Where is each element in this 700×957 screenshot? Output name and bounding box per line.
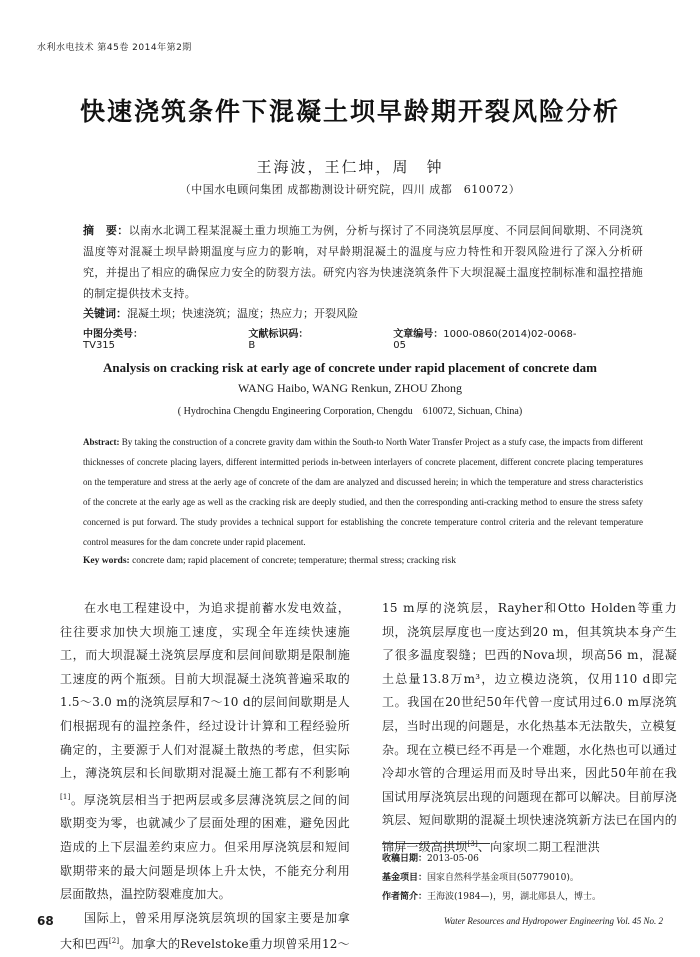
footnote-divider (382, 843, 490, 844)
footnotes (382, 850, 677, 907)
chinese-keywords-text: 混凝土坝；快速浇筑；温度；热应力；开裂风险 (127, 307, 358, 320)
english-affiliation: ( Hydrochina Chengdu Engineering Corporation, Chengdu 610072, Sichuan, China) (177, 406, 523, 417)
english-title: Analysis on cracking risk at early age of concrete under rapid placement of concrete dam (103, 360, 597, 375)
body-paragraph: 在水电工程建设中，为追求提前蓄水发电效益，往往要求加快大坝施工速度，实现全年连续快速施工，而大坝混凝土浇筑层厚度和层间间歇期是限制施工速度的两个瓶颈。目前大坝混凝土浇筑普遍采取的1.5～3.0 m的浇筑层厚和7～10 d的层间间歇期是人们根据现有的温控条件，经过设计计算和工程经验所确定的，主要源于人们对混凝土散热的考虑，但实际上，薄浇筑层和长间歇期对混凝土施工都有不利影响[1]。厚浇筑层相当于把两层或多层薄浇筑层之间的间歇期变为零，也就减少了层面处理的困难，避免因此造成的上下层温差约束应力。但采用厚浇筑层和短间歇期带来的最大问题是坝体上升太快，不能充分利用层面散热，温控防裂难度加大。 (60, 601, 350, 902)
body-paragraph: 15 m厚的浇筑层，Rayher和Otto Holden等重力坝，浇筑层厚度也一度达到20 m，但其筑块本身产生了很多温度裂缝；巴西的Nova坝，坝高56 m，混凝土总量13.8万m³，边立模边浇筑，仅用110 d即完工。我国在20世纪50年代曾一度试用过6.0 m厚浇筑层，当时出现的问题是，水化热基本无法散失，立模复杂。现在立模已经不再是一个难题，水化热也可以通过冷却水管的合理运用而及时导出来，因此50年前在我国试用厚浇筑层出现的问题现在都可以解决。目前厚浇筑层、短间歇期的混凝土坝快速浇筑新方法已在国内的锦屏一级高拱坝[3]、向家坝二期工程泄洪 (382, 601, 677, 854)
english-abstract-label: Abstract: (83, 437, 120, 447)
english-keywords-label: Key words: (83, 556, 130, 566)
chinese-title: 快速浇筑条件下混凝土坝早龄期开裂风险分析 (79, 97, 620, 126)
document-code: 文献标识码：B (248, 329, 309, 351)
citation[interactable]: [1] (60, 792, 71, 801)
footnote-received: 收稿日期：2013-05-06 (382, 854, 479, 864)
chinese-authors: 王海波，王仁坤，周 钟 (256, 158, 444, 176)
chinese-affiliation: （中国水电顾问集团 成都勘测设计研究院，四川 成都 610072） (179, 183, 521, 196)
footnote-fund: 基金项目：国家自然科学基金项目(50779010)。 (382, 873, 579, 883)
body-column-right (382, 597, 677, 860)
chinese-keywords (83, 305, 643, 321)
clc-number: 中图分类号：TV315 (83, 329, 143, 351)
english-authors: WANG Haibo, WANG Renkun, ZHOU Zhong (237, 381, 463, 395)
chinese-abstract (83, 220, 643, 304)
english-abstract-text: By taking the construction of a concrete gravity dam within the South-to North Water Transfer Project as a stufy case, the impacts from different thicknesses of concrete placing layers, different intermitted periods in-between interlayers of concrete placement, different concrete placing temperatures on the temperature and stress at the aerly age of concrete of the dam are analyzed and discussed herein; in which the temperature and stress characteristics of the concrete at the early age as well as the cracking risk are deeply studied, and then the corresponding anti-cracking method to ensure the stress safety concerned is put forward. The study provides a technical support for establishing the concrete temperature control criteria and the relevant temperature control measures for the dam concrete under rapid placement. (83, 437, 643, 547)
english-abstract (83, 432, 643, 552)
english-keywords (83, 556, 643, 566)
body-column-left (60, 597, 350, 957)
chinese-keywords-label: 关键词： (83, 307, 127, 320)
body-paragraph: 国际上，曾采用厚浇筑层筑坝的国家主要是加拿大和巴西[2]。加拿大的Revelstoke重力坝曾采用12～ (60, 910, 350, 952)
citation[interactable]: [3] (467, 839, 478, 848)
classification-meta (83, 325, 643, 351)
article-number: 文章编号：1000-0860(2014)02-0068-05 (393, 329, 577, 351)
english-keywords-text: concrete dam; rapid placement of concrete; temperature; thermal stress; cracking risk (129, 556, 456, 566)
running-head: 水利水电技术 第45卷 2014年第2期 (37, 43, 192, 53)
chinese-abstract-text: 以南水北调工程某混凝土重力坝施工为例，分析与探讨了不同浇筑层厚度、不同层间间歇期、不同浇筑温度等对混凝土坝早龄期温度与应力的影响，对早龄期混凝土的温度与应力特性和开裂风险进行了深入分析研究，并提出了相应的确保应力安全的防裂方法。研究内容为快速浇筑条件下大坝混凝土温度控制标准和温控措施的制定提供技术支持。 (83, 224, 644, 300)
footnote-author: 作者简介：王海波(1984—)，男，湖北郧县人，博士。 (382, 892, 601, 902)
journal-footer: Water Resources and Hydropower Engineering Vol. 45 No. 2 (444, 916, 663, 926)
chinese-abstract-label: 摘 要： (83, 224, 129, 237)
page-number: 68 (37, 914, 54, 928)
citation[interactable]: [2] (108, 937, 120, 946)
